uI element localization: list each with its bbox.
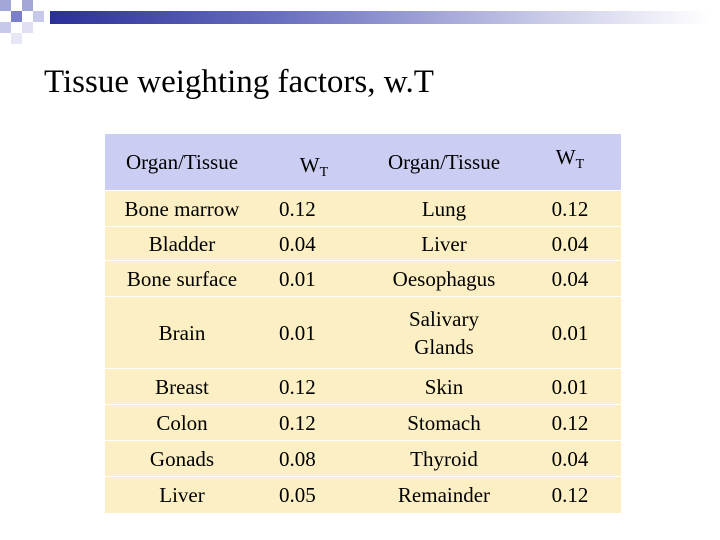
- table-row: [105, 297, 621, 369]
- weight-cell: 0.12: [519, 191, 621, 227]
- header-wt-base: W: [555, 145, 576, 169]
- organ-cell: Liver: [105, 477, 259, 513]
- organ-cell: Skin: [369, 369, 519, 405]
- weight-cell: 0.01: [519, 297, 621, 369]
- weight-cell: 0.12: [519, 477, 621, 513]
- decor-square: [0, 0, 11, 11]
- table-row: [105, 191, 621, 227]
- weight-cell: 0.01: [259, 297, 369, 369]
- organ-cell: Colon: [105, 405, 259, 441]
- weight-cell: 0.01: [519, 369, 621, 405]
- organ-cell: Salivary Glands: [369, 297, 519, 369]
- weight-cell: 0.12: [259, 405, 369, 441]
- table-row: [105, 227, 621, 261]
- weight-cell: 0.04: [259, 227, 369, 261]
- weight-cell: 0.12: [259, 369, 369, 405]
- gradient-bar: [50, 11, 710, 24]
- header-wt-1: [259, 134, 369, 191]
- organ-cell: Bone marrow: [105, 191, 259, 227]
- header-organ-tissue-1: Organ/Tissue: [105, 134, 259, 191]
- decor-square: [33, 11, 44, 22]
- organ-cell: Brain: [105, 297, 259, 369]
- weight-cell: 0.04: [519, 261, 621, 297]
- decor-square: [11, 11, 22, 22]
- organ-cell: Stomach: [369, 405, 519, 441]
- tissue-weighting-table: [105, 133, 621, 513]
- table-header-row: [105, 134, 621, 191]
- organ-cell: Oesophagus: [369, 261, 519, 297]
- weight-cell: 0.12: [519, 405, 621, 441]
- weight-cell: 0.01: [259, 261, 369, 297]
- weight-cell: 0.12: [259, 191, 369, 227]
- organ-cell: Gonads: [105, 441, 259, 477]
- decor-square: [11, 33, 22, 44]
- organ-cell: Bladder: [105, 227, 259, 261]
- header-organ-tissue-2: Organ/Tissue: [369, 134, 519, 191]
- header-wt-sub: T: [575, 157, 585, 172]
- header-wt-2: [519, 134, 621, 191]
- table-row: [105, 261, 621, 297]
- header-wt-sub: T: [319, 165, 329, 180]
- table-row: [105, 441, 621, 477]
- weight-cell: 0.04: [519, 227, 621, 261]
- decorative-header: [0, 0, 720, 50]
- page-title: Tissue weighting factors, w.T: [44, 64, 434, 100]
- weight-cell: 0.04: [519, 441, 621, 477]
- decor-square: [22, 0, 33, 11]
- organ-cell: Breast: [105, 369, 259, 405]
- organ-cell: Bone surface: [105, 261, 259, 297]
- organ-cell: Lung: [369, 191, 519, 227]
- organ-cell: Liver: [369, 227, 519, 261]
- decor-square: [0, 22, 11, 33]
- header-wt-base: W: [299, 153, 320, 177]
- organ-cell: Thyroid: [369, 441, 519, 477]
- table-row: [105, 369, 621, 405]
- table-row: [105, 405, 621, 441]
- weight-cell: 0.05: [259, 477, 369, 513]
- weight-cell: 0.08: [259, 441, 369, 477]
- table-row: [105, 477, 621, 513]
- decor-square: [22, 22, 33, 33]
- organ-cell: Remainder: [369, 477, 519, 513]
